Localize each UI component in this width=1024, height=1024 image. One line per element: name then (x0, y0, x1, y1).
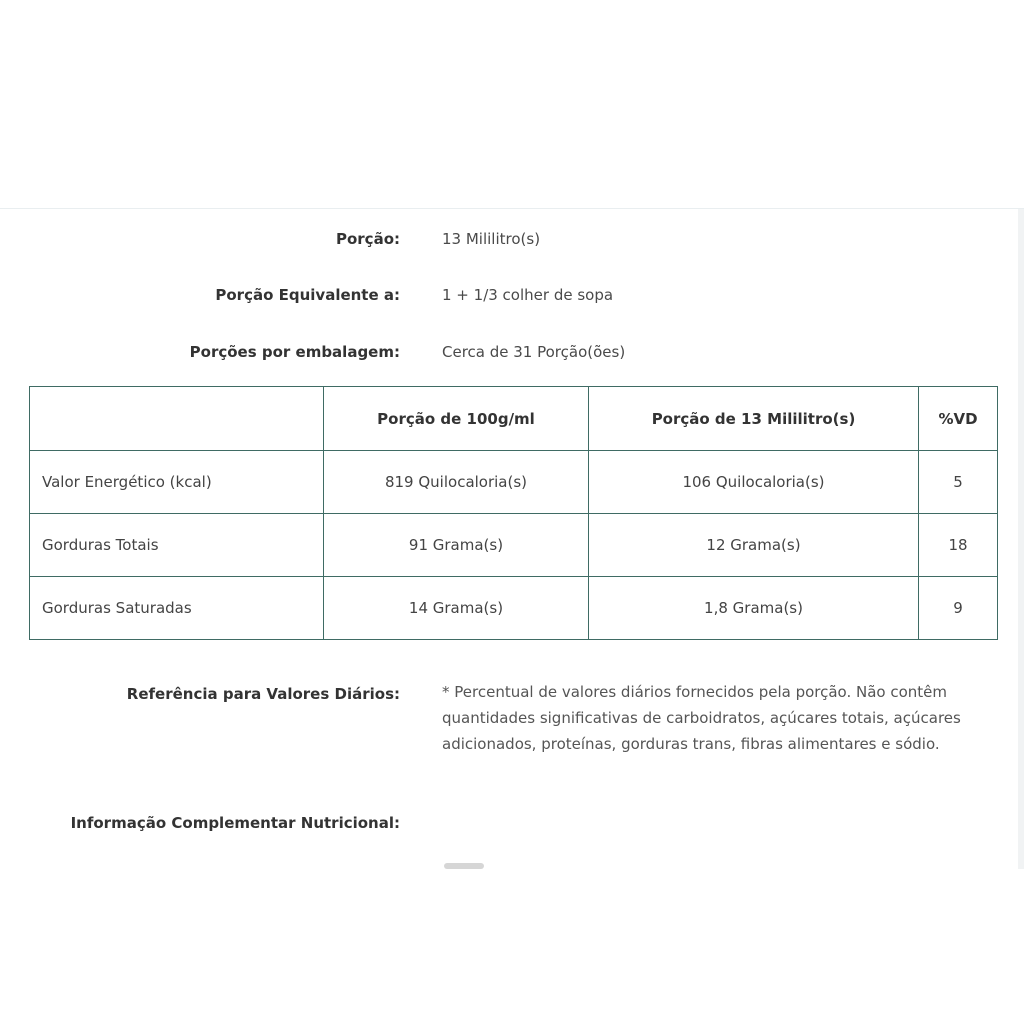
reference-text: * Percentual de valores diários fornecidos pela porção. Não contêm quantidades significativas de carboidratos, açúcares totais, açúcares adicionados, proteínas, gorduras trans, fibras alimentares e sódio. (442, 683, 961, 753)
daily-value: 18 (919, 514, 998, 577)
nutrient-name: Gorduras Saturadas (30, 577, 324, 640)
nutrient-name: Gorduras Totais (30, 514, 324, 577)
table-header-row (30, 387, 998, 451)
value-per-portion: 1,8 Grama(s) (589, 577, 919, 640)
daily-value: 5 (919, 451, 998, 514)
portion-equivalent-row (0, 283, 1024, 307)
value-per-100: 14 Grama(s) (324, 577, 589, 640)
cropped-text-fragment (444, 863, 484, 869)
header-nutrient (30, 387, 324, 451)
portion-equivalent-label: Porção Equivalente a: (215, 286, 400, 304)
nutrient-name: Valor Energético (kcal) (30, 451, 324, 514)
value-per-100: 91 Grama(s) (324, 514, 589, 577)
value-per-100: 819 Quilocaloria(s) (324, 451, 589, 514)
header-per-portion: Porção de 13 Mililitro(s) (589, 387, 919, 451)
portions-per-package-label: Porções por embalagem: (189, 343, 400, 361)
portion-label: Porção: (335, 230, 400, 248)
portions-per-package-value: Cerca de 31 Porção(ões) (442, 343, 626, 361)
reference-label: Referência para Valores Diários: (126, 685, 400, 703)
table-row (30, 514, 998, 577)
value-per-portion: 12 Grama(s) (589, 514, 919, 577)
nutrition-panel (0, 208, 1024, 869)
header-daily-value: %VD (919, 387, 998, 451)
portion-equivalent-value: 1 + 1/3 colher de sopa (442, 286, 614, 304)
nutrition-table (29, 386, 998, 640)
header-per-100: Porção de 100g/ml (324, 387, 589, 451)
daily-value: 9 (919, 577, 998, 640)
value-per-portion: 106 Quilocaloria(s) (589, 451, 919, 514)
table-row (30, 577, 998, 640)
complementary-info-label: Informação Complementar Nutricional: (70, 814, 400, 832)
portions-per-package-row (0, 340, 1024, 364)
portion-row (0, 227, 1024, 251)
table-row (30, 451, 998, 514)
portion-value: 13 Mililitro(s) (442, 230, 541, 248)
